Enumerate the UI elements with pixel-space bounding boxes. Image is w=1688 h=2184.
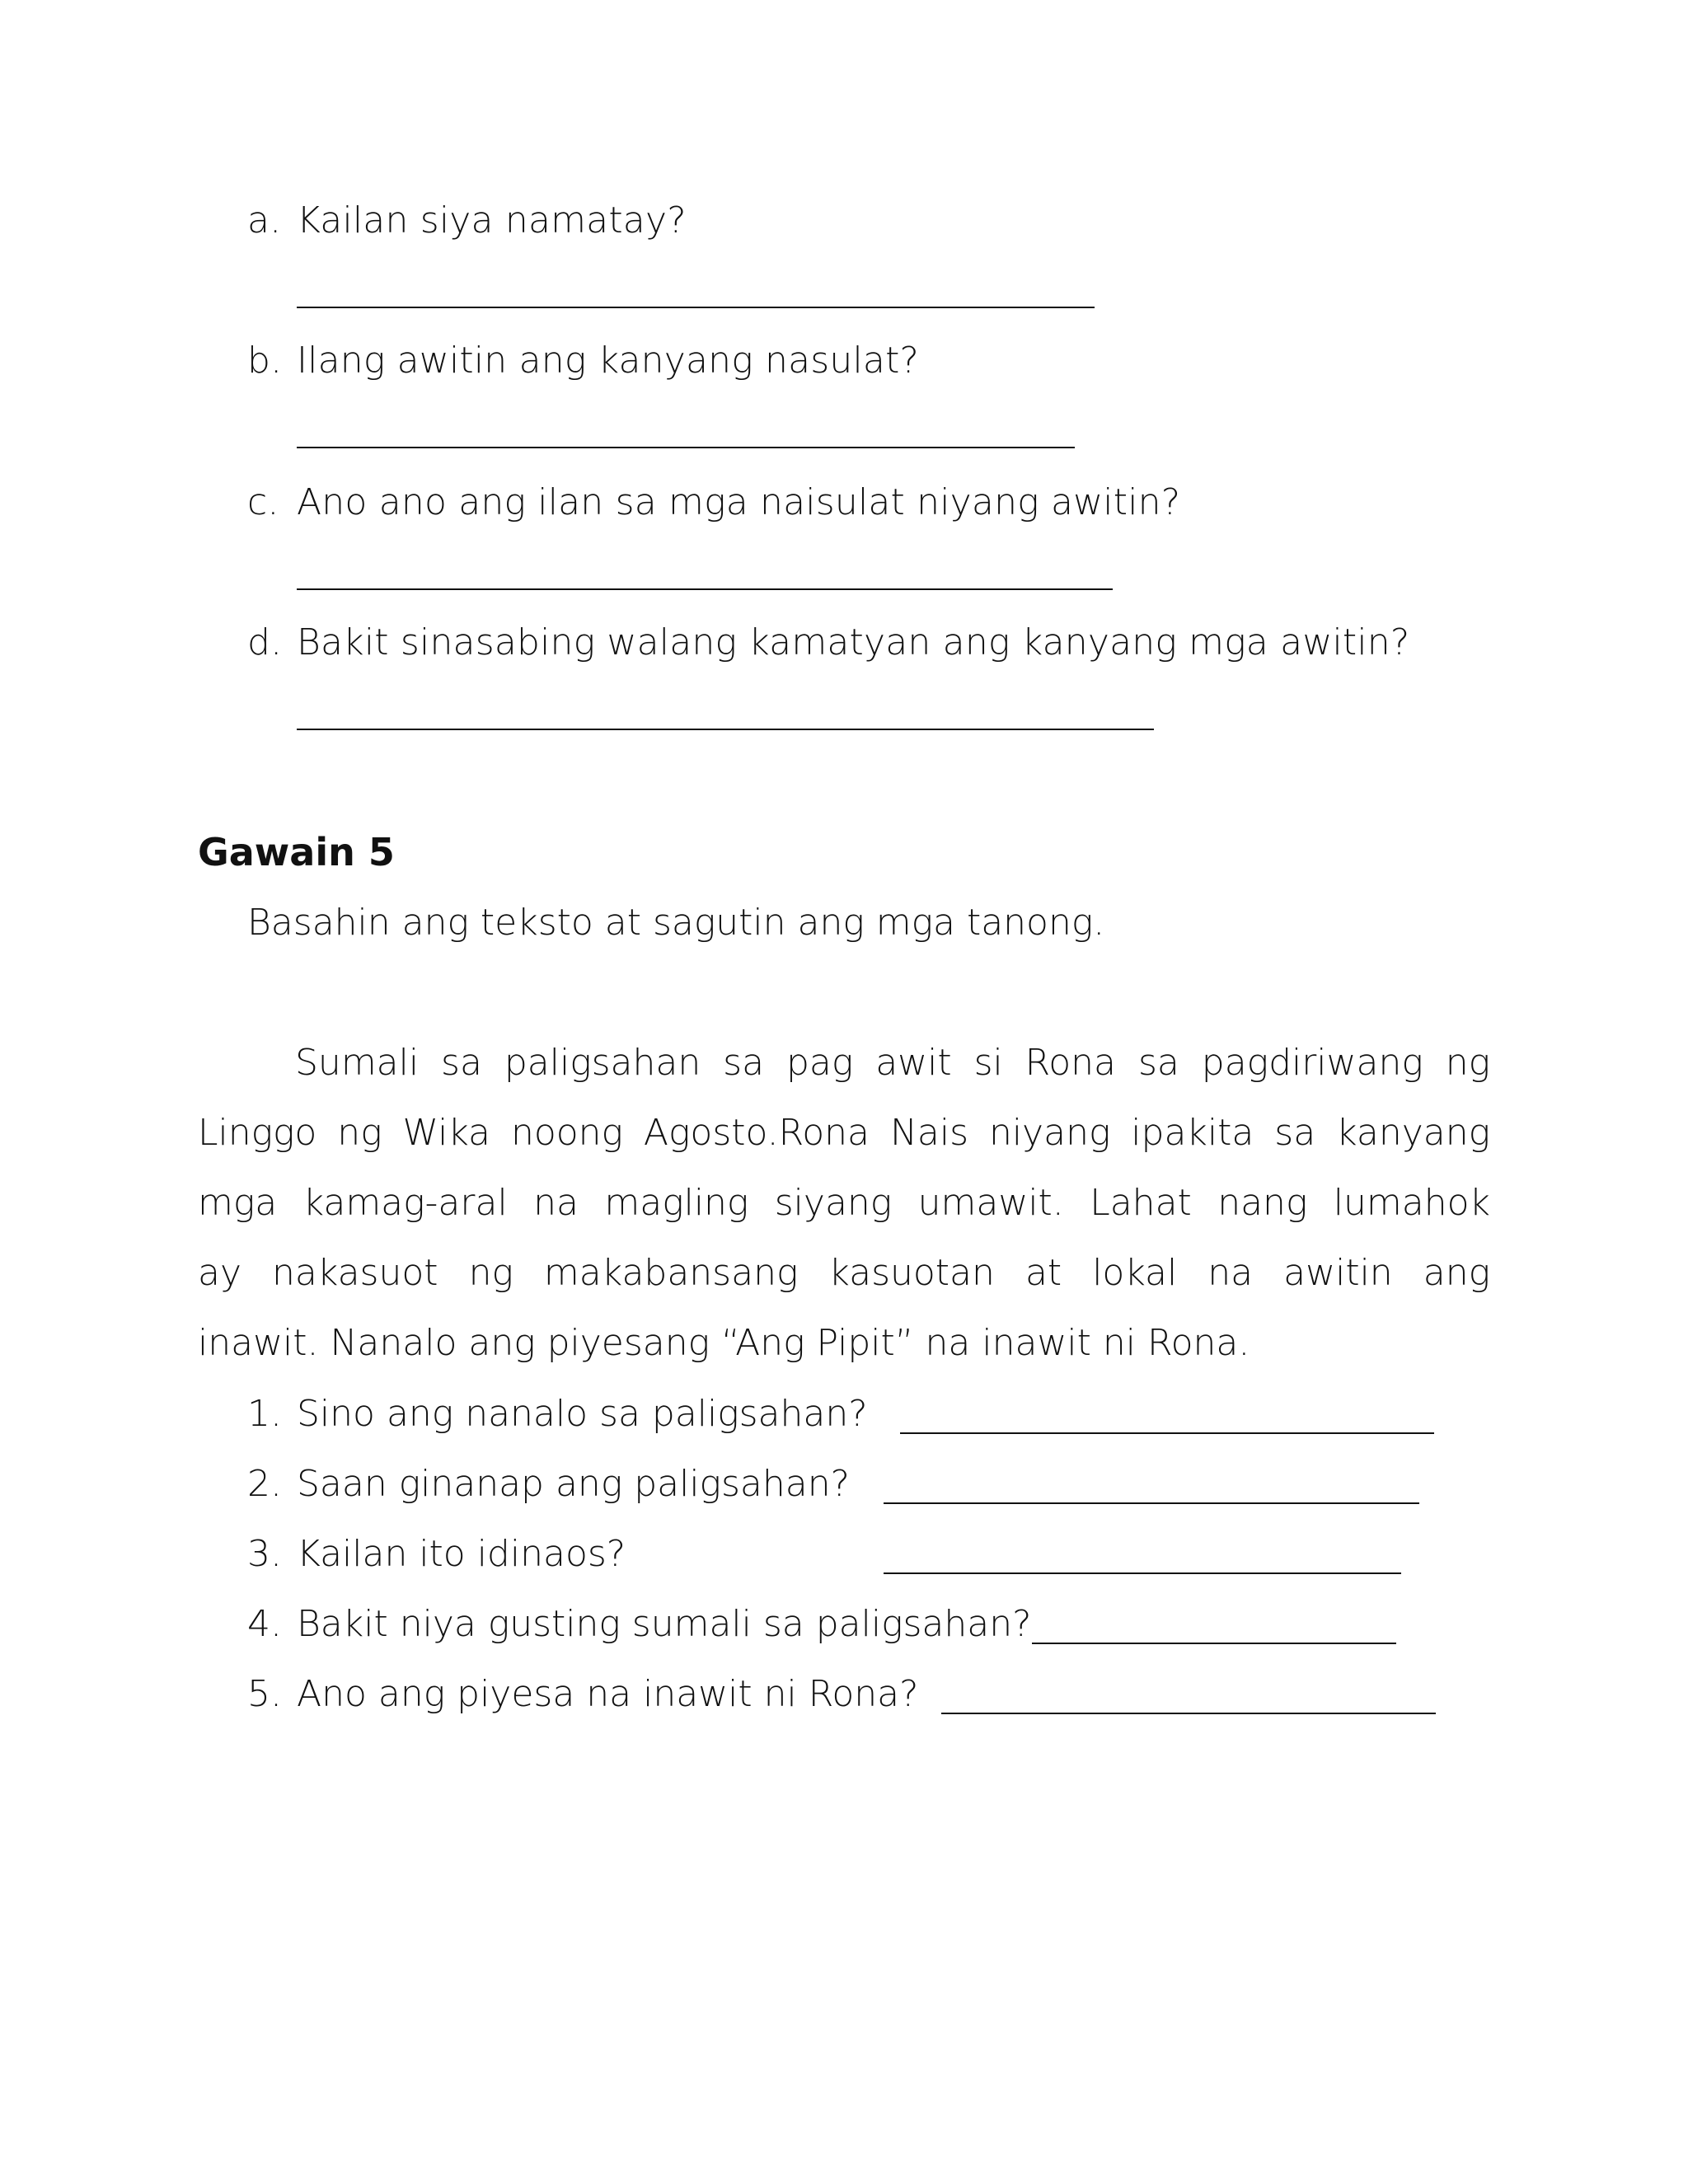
- answer-line-4[interactable]: [1032, 1643, 1396, 1644]
- question-text: Bakit niya gusting sumali sa paligsahan?: [297, 1603, 1032, 1645]
- question-number: 1.: [247, 1393, 282, 1435]
- answer-line-1[interactable]: [900, 1432, 1434, 1434]
- question-d-text: Bakit sinasabing walang kamatyan ang kanyang mga awitin?: [297, 621, 1410, 663]
- question-c: [247, 480, 1180, 526]
- passage-line: mga kamag-aral na magling siyang umawit. Lahat nang lumahok: [198, 1182, 1490, 1224]
- numbered-question-2: [247, 1461, 850, 1507]
- numbered-question-4: [247, 1601, 1031, 1647]
- question-a-text: Kailan siya namatay?: [297, 199, 687, 241]
- question-number: 2.: [247, 1463, 282, 1505]
- numbered-question-3: [247, 1531, 626, 1577]
- passage-line: ay nakasuot ng makabansang kasuotan at lokal na awitin ang: [198, 1252, 1490, 1294]
- answer-line-3[interactable]: [884, 1572, 1401, 1574]
- passage-line: inawit. Nanalo ang piyesang “Ang Pipit” na inawit ni Rona.: [198, 1322, 1250, 1364]
- question-a-label: a.: [247, 199, 282, 241]
- answer-line-a[interactable]: [297, 307, 1095, 308]
- answer-line-c[interactable]: [297, 588, 1113, 590]
- question-b: [247, 338, 919, 384]
- question-text: Sino ang nanalo sa paligsahan?: [297, 1393, 868, 1435]
- activity-heading: Gawain 5: [198, 830, 395, 874]
- activity-instruction: Basahin ang teksto at sagutin ang mga tanong.: [247, 902, 1105, 944]
- answer-line-b[interactable]: [297, 447, 1075, 448]
- question-d: [247, 620, 1409, 666]
- question-text: Saan ginanap ang paligsahan?: [297, 1463, 850, 1505]
- passage-line: Linggo ng Wika noong Agosto.Rona Nais niyang ipakita sa kanyang: [198, 1112, 1490, 1154]
- question-text: Kailan ito idinaos?: [297, 1533, 626, 1575]
- answer-line-d[interactable]: [297, 729, 1154, 730]
- question-a: [247, 198, 687, 244]
- question-number: 5.: [247, 1673, 282, 1715]
- question-b-text: Ilang awitin ang kanyang nasulat?: [297, 340, 920, 382]
- question-number: 4.: [247, 1603, 282, 1645]
- numbered-question-5: [247, 1671, 918, 1718]
- answer-line-2[interactable]: [884, 1502, 1419, 1504]
- question-d-label: d.: [247, 621, 283, 663]
- question-c-label: c.: [247, 481, 279, 523]
- answer-line-5[interactable]: [941, 1713, 1436, 1714]
- question-text: Ano ang piyesa na inawit ni Rona?: [297, 1673, 919, 1715]
- question-c-text: Ano ano ang ilan sa mga naisulat niyang awitin?: [297, 481, 1181, 523]
- numbered-question-1: [247, 1391, 868, 1437]
- question-b-label: b.: [247, 340, 283, 382]
- passage-line: Sumali sa paligsahan sa pag awit si Rona sa pagdiriwang ng: [295, 1042, 1490, 1084]
- question-number: 3.: [247, 1533, 282, 1575]
